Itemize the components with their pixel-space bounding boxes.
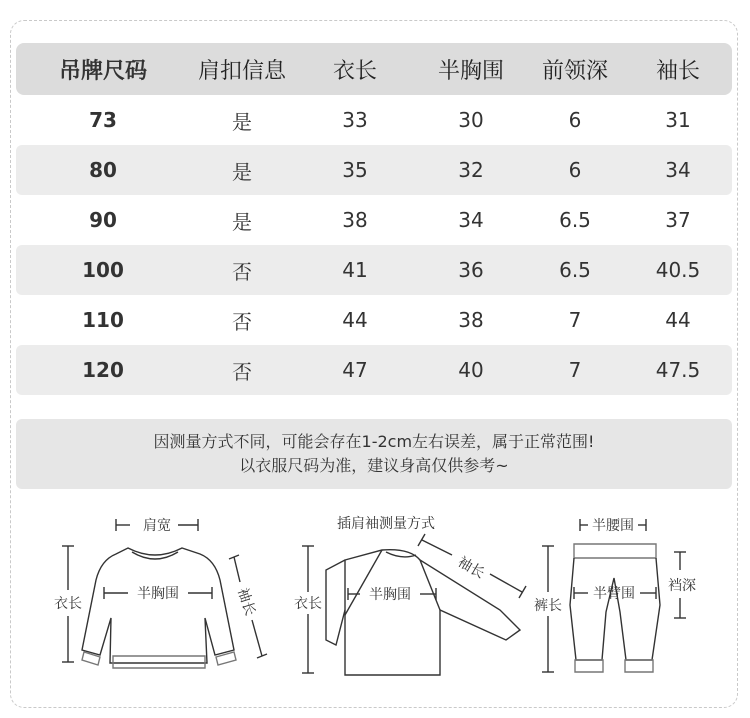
table-row: [16, 195, 732, 245]
pants-thigh-label: 半臂围: [593, 586, 635, 602]
cell-length: 47: [342, 358, 368, 382]
cell-shoulder-button: 是: [232, 159, 252, 184]
note-line-2: 以衣服尺码为准，建议身高仅供参考~: [239, 456, 509, 475]
cell-length: 35: [342, 158, 368, 182]
header-shoulder-button: 肩扣信息: [197, 58, 286, 84]
cell-half-chest: 34: [458, 208, 484, 232]
table-row: [16, 295, 732, 345]
raglan-title: 插肩袖测量方式: [337, 516, 435, 532]
pants-rise-label: 裆深: [668, 578, 696, 594]
cell-sleeve: 34: [665, 158, 691, 182]
cell-size: 80: [89, 158, 117, 182]
cell-sleeve: 37: [665, 208, 691, 232]
cell-shoulder-button: 是: [232, 109, 252, 134]
header-neck-depth: 前领深: [541, 58, 608, 84]
cell-length: 33: [342, 108, 368, 132]
size-table: [16, 43, 732, 395]
pants-waist-label: 半腰围: [592, 518, 634, 534]
cell-size: 110: [82, 308, 124, 332]
cell-half-chest: 40: [458, 358, 484, 382]
raglan-chest-label: 半胸围: [369, 587, 411, 603]
note-line-1: 因测量方式不同，可能会存在1-2cm左右误差，属于正常范围!: [153, 432, 595, 451]
header-half-chest: 半胸围: [437, 58, 504, 84]
pants-illustration: [570, 544, 660, 672]
table-row: [16, 95, 732, 145]
sweater-illustration: [82, 548, 236, 668]
raglan-length-label: 衣长: [294, 596, 322, 612]
cell-size: 120: [82, 358, 124, 382]
table-header-row: [16, 43, 732, 95]
table-row: [16, 245, 732, 295]
cell-half-chest: 38: [458, 308, 484, 332]
cell-size: 100: [82, 258, 124, 282]
header-length: 衣长: [332, 58, 377, 84]
header-sleeve: 袖长: [655, 58, 700, 84]
raglan-illustration: [326, 550, 520, 675]
cell-length: 44: [342, 308, 368, 332]
cell-sleeve: 47.5: [655, 358, 701, 382]
cell-half-chest: 30: [458, 108, 484, 132]
pants-length-label: 裤长: [534, 598, 562, 614]
sweater-chest-label: 半胸围: [137, 586, 179, 602]
cell-neck-depth: 6: [568, 158, 582, 182]
cell-shoulder-button: 否: [232, 259, 252, 284]
sweater-shoulder-label: 肩宽: [143, 518, 171, 534]
cell-neck-depth: 6.5: [559, 208, 591, 232]
cell-size: 73: [89, 108, 117, 132]
cell-length: 38: [342, 208, 368, 232]
cell-neck-depth: 7: [568, 308, 582, 332]
cell-neck-depth: 7: [568, 358, 582, 382]
cell-half-chest: 32: [458, 158, 484, 182]
sweater-sleeve-label: 袖长: [234, 586, 258, 618]
cell-neck-depth: 6.5: [559, 258, 591, 282]
header-size: 吊牌尺码: [58, 58, 147, 84]
cell-sleeve: 31: [665, 108, 691, 132]
cell-shoulder-button: 否: [232, 309, 252, 334]
cell-length: 41: [342, 258, 368, 282]
cell-neck-depth: 6: [568, 108, 582, 132]
sweater-length-label: 衣长: [54, 596, 82, 612]
table-row: [16, 145, 732, 195]
raglan-sleeve-label: 袖长: [454, 554, 488, 582]
cell-shoulder-button: 否: [232, 359, 252, 384]
cell-half-chest: 36: [458, 258, 484, 282]
cell-sleeve: 40.5: [655, 258, 701, 282]
measurement-diagrams: [0, 500, 750, 710]
table-row: [16, 345, 732, 395]
measurement-note: [16, 419, 732, 489]
cell-sleeve: 44: [665, 308, 691, 332]
cell-shoulder-button: 是: [232, 209, 252, 234]
cell-size: 90: [89, 208, 117, 232]
